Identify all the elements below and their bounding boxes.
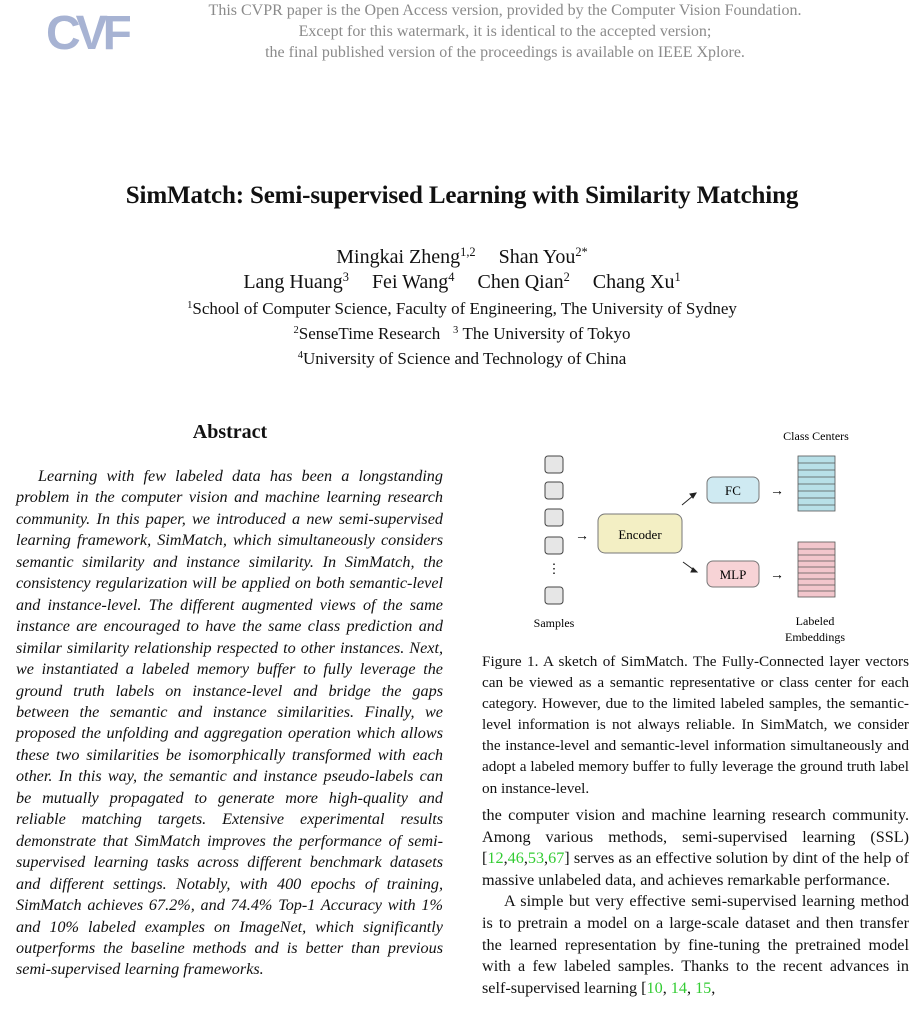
watermark-line-2: Except for this watermark, it is identical to the accepted version; [298, 23, 712, 40]
embeddings-label: Embeddings [785, 630, 845, 644]
diagonal-arrow-down-icon [683, 562, 697, 572]
fc-label: FC [725, 483, 741, 498]
watermark [150, 0, 860, 63]
author: Mingkai Zheng$^{1,2}$ [336, 245, 476, 268]
citation-link[interactable]: 14 [670, 978, 687, 997]
arrow-icon: → [770, 568, 784, 583]
citation-link[interactable]: 15 [695, 978, 712, 997]
mlp-label: MLP [719, 567, 747, 582]
arrow-icon: → [770, 484, 784, 499]
labeled-label: Labeled [795, 614, 835, 628]
abstract-body [16, 466, 443, 981]
citation-link[interactable]: 46 [507, 849, 524, 868]
citation-link[interactable]: 67 [548, 849, 565, 868]
abstract-heading: Abstract [192, 421, 268, 443]
class-centers-label: Class Centers [783, 429, 849, 443]
watermark-line-3: the final published version of the proceedings is available on IEEE Xplore. [265, 44, 745, 61]
author: Chen Qian$^2$ [477, 270, 570, 293]
figure-1-diagram [520, 425, 880, 650]
affiliation-line-3: $^4$University of Science and Technology of China [297, 349, 627, 368]
ellipsis-dots: ⋮ [547, 561, 561, 576]
figure-1-caption [482, 651, 909, 799]
citation-link[interactable]: 10 [646, 978, 663, 997]
watermark-line-1: This CVPR paper is the Open Access version, provided by the Computer Vision Foundation. [208, 2, 802, 19]
sample-boxes [545, 456, 563, 604]
abstract-paragraph: Learning with few labeled data has been a longstanding problem in the computer vision and machine learning research community. In this paper, we introduced a new semi-supervised learning framework, SimMatch, which simultaneously considers semantic similarity and instance similarity. In SimMatch, the consistency regularization will be applied on both semantic-level and instance-level. The different augmented views of the same instance are encouraged to have the same class prediction and similar similarity relationship respected to other instances. Next, we instantiated a labeled memory buffer to fully leverage the ground truth labels on instance-level and bridge the gaps between the semantic and instance similarities. Finally, we proposed the unfolding and aggregation operation which allows these two similarities be isomorphically transformed with each other. In this way, the semantic and instance pseudo-labels can be mutually propagated to generate more high-quality and reliable matching targets. Extensive experimental results demonstrate that SimMatch improves the performance of semi-supervised learning tasks across different benchmark datasets and different settings. Notably, with 400 epochs of training, SimMatch achieves 67.2%, and 74.4% Top-1 Accuracy with 1% and 10% labeled examples on ImageNet, which significantly outperforms the baseline methods and is better than previous semi-supervised learning frameworks. [16, 467, 443, 979]
citation-link[interactable]: 53 [527, 849, 545, 868]
paper-title: SimMatch: Semi-supervised Learning with Similarity Matching [125, 182, 799, 209]
cvf-logo-text: CVF [46, 7, 127, 57]
caption-text: Figure 1. A sketch of SimMatch. The Fully-Connected layer vectors can be viewed as a semantic representative or class center for each category. However, due to the limited labeled samples, the semantic-level information is not always reliable. In SimMatch, we consider the instance-level and semantic-level information simultaneously and adopt a labeled memory buffer to fully leverage the ground truth label on instance-level. [482, 653, 909, 797]
class-centers-stack [798, 456, 835, 511]
author-line-1 [0, 246, 924, 269]
encoder-label: Encoder [618, 527, 662, 542]
author: Fei Wang$^4$ [371, 270, 455, 293]
author: Lang Huang$^3$ [243, 270, 349, 293]
body-text [482, 805, 909, 999]
labeled-embeddings-stack [798, 542, 835, 597]
body-paragraph-1: the computer vision and machine learning research community. Among various methods, semi-supervised learning (SSL) [12,46,53,67] serves as an effective solution by dint of the help of massive unlabeled data, and achieves remarkable performance. [482, 806, 909, 889]
body-paragraph-2: A simple but very effective semi-supervised learning method is to pretrain a model on a large-scale dataset and then transfer the learned representation by fine-tuning the pretrained model with a few labeled samples. Thanks to the recent advances in self-supervised learning [10, 14, 15, [482, 892, 909, 997]
author: Shan You$^{2*}$ [498, 245, 588, 268]
cvf-logo [46, 5, 130, 57]
affiliation-line-2: $^2$SenseTime Research $^3$ The University of Tokyo [293, 324, 631, 343]
diagonal-arrow-up-icon [682, 493, 696, 505]
affiliation-line-1: $^1$School of Computer Science, Faculty of Engineering, The University of Sydney [187, 299, 737, 318]
author: Chang Xu$^1$ [592, 270, 681, 293]
author-line-2 [0, 271, 924, 294]
samples-label: Samples [533, 616, 575, 630]
citation-link[interactable]: 12 [487, 849, 504, 868]
arrow-icon: → [575, 529, 589, 544]
